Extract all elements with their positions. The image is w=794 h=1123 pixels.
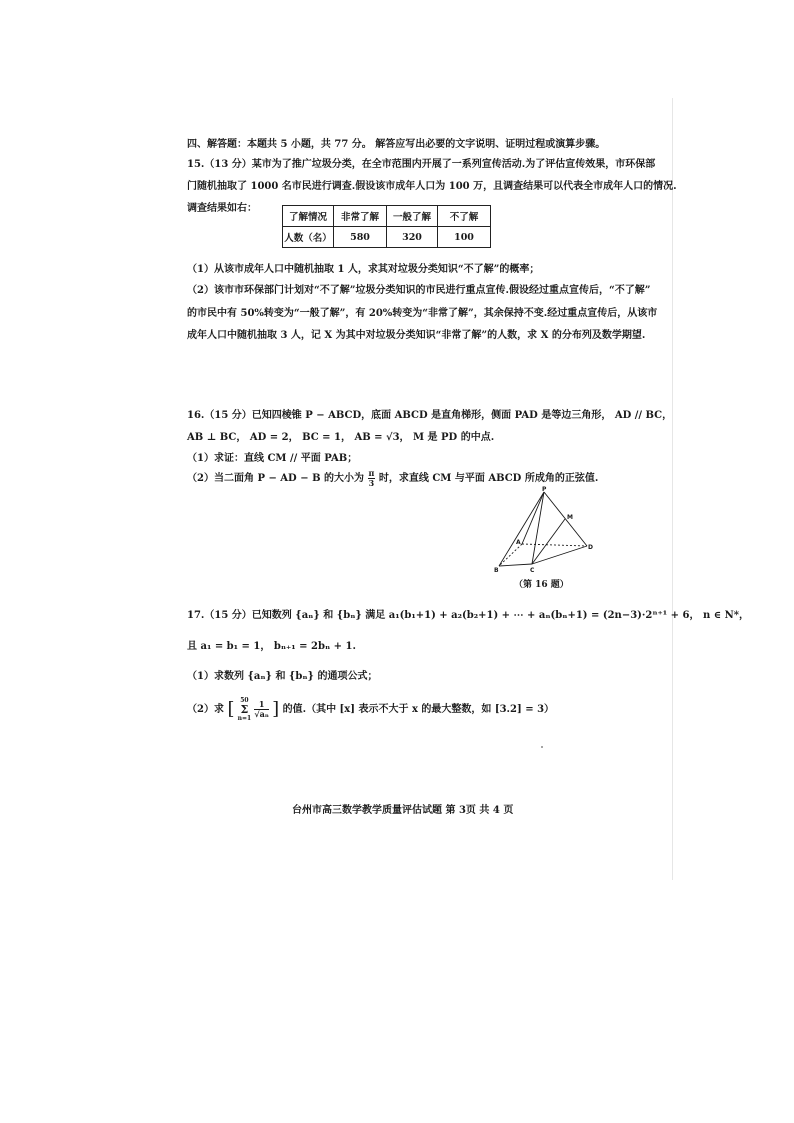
left-bracket: [ xyxy=(227,698,235,720)
fraction-numerator: π xyxy=(368,468,375,478)
section-header: 四、解答题：本题共 5 小题，共 77 分。 解答应写出必要的文字说明、证明过程或演算步骤。 xyxy=(187,139,606,150)
table-cell: 320 xyxy=(387,227,438,248)
q15-line3: 调查结果如右： xyxy=(187,203,257,214)
q17-part2 xyxy=(187,697,554,722)
table-cell: 100 xyxy=(438,227,491,248)
table-row xyxy=(283,227,491,248)
table-header-row xyxy=(283,206,491,227)
floor-sum-expression xyxy=(227,697,279,722)
q16-part2-text-b: 时，求直线 CM 与平面 ABCD 所成角的正弦值. xyxy=(378,473,599,484)
q15-part2-line1: （2）该市市环保部门计划对“不了解”垃圾分类知识的市民进行重点宣传.假设经过重点宣传后，“不了解” xyxy=(187,285,651,296)
fraction-denominator: √aₙ xyxy=(254,709,269,719)
table-header-cell: 一般了解 xyxy=(387,206,438,227)
pi-over-3-fraction xyxy=(368,469,376,488)
label-c: C xyxy=(530,567,535,574)
page-edge xyxy=(672,98,673,880)
q17-part2-text-a: （2）求 xyxy=(187,704,224,715)
fraction-numerator: 1 xyxy=(254,700,269,710)
sum-upper-limit: 50 xyxy=(240,697,249,704)
right-bracket: ] xyxy=(272,698,280,720)
sum-limits xyxy=(238,697,252,722)
label-p: P xyxy=(542,486,547,493)
table-header-cell: 不了解 xyxy=(438,206,491,227)
reciprocal-fraction xyxy=(254,700,269,719)
survey-table xyxy=(282,205,491,248)
label-a: A xyxy=(516,539,521,546)
scan-speck xyxy=(541,746,543,748)
pyramid-figure xyxy=(494,486,594,576)
q16-line1: 16.（15 分）已知四棱锥 P − ABCD，底面 ABCD 是直角梯形，侧面 PAD 是等边三角形， AD // BC， xyxy=(187,410,673,421)
q16-line2: AB ⊥ BC， AD = 2， BC = 1， AB = √3， M 是 PD 的中点. xyxy=(187,432,495,443)
edge-pd xyxy=(544,492,587,546)
q15-part2-line3: 成年人口中随机抽取 3 人，记 X 为其中对垃圾分类知识“非常了解”的人数，求 X 的分布列及数学期望. xyxy=(187,330,646,341)
table-cell: 580 xyxy=(334,227,387,248)
page-footer: 台州市高三数学教学质量评估试题 第 3页 共 4 页 xyxy=(292,805,514,816)
fraction-denominator: 3 xyxy=(368,478,375,488)
q15-part1: （1）从该市成年人口中随机抽取 1 人，求其对垃圾分类知识“不了解”的概率； xyxy=(187,264,540,275)
q17-line2: 且 a₁ = b₁ = 1， bₙ₊₁ = 2bₙ + 1. xyxy=(187,641,356,652)
table-header-cell: 非常了解 xyxy=(334,206,387,227)
edge-pa xyxy=(522,492,544,544)
figure-caption: （第 16 题） xyxy=(514,580,569,590)
q17-part2-text-b: 的值.（其中 [x] 表示不大于 x 的最大整数，如 [3.2] = 3） xyxy=(282,704,555,715)
edge-cd xyxy=(532,546,587,564)
table-header-cell: 了解情况 xyxy=(283,206,334,227)
q15-line1: 15.（13 分）某市为了推广垃圾分类，在全市范围内开展了一系列宣传活动.为了评估宣传效果，市环保部 xyxy=(187,159,656,170)
sum-lower-limit: n=1 xyxy=(237,715,252,722)
q16-part1: （1）求证：直线 CM // 平面 PAB； xyxy=(187,453,358,464)
edge-pc xyxy=(532,492,544,564)
label-b: B xyxy=(494,567,499,574)
label-d: D xyxy=(588,544,593,551)
edge-ad xyxy=(522,544,587,546)
edge-bc xyxy=(499,564,532,566)
sigma-icon: Σ xyxy=(240,703,249,716)
q15-line2: 门随机抽取了 1000 名市民进行调查.假设该市成年人口为 100 万，且调查结果可以代表全市成年人口的情况. xyxy=(187,181,677,192)
q16-part2-text-a: （2）当二面角 P − AD − B 的大小为 xyxy=(187,473,365,484)
table-cell: 人数（名） xyxy=(283,227,334,248)
segment-cm xyxy=(532,519,565,564)
q15-part2-line2: 的市民中有 50%转变为“一般了解”，有 20%转变为“非常了解”，其余保持不变.经过重点宣传后，从该市 xyxy=(187,308,658,319)
q17-line1: 17.（15 分）已知数列 {aₙ} 和 {bₙ} 满足 a₁(b₁+1) + a₂(b₂+1) + ⋯ + aₙ(bₙ+1) = (2n−3)·2ⁿ⁺¹ + 6， n ∈ N*， xyxy=(187,610,749,621)
edge-pb xyxy=(499,492,544,566)
label-m: M xyxy=(567,514,573,521)
q17-part1: （1）求数列 {aₙ} 和 {bₙ} 的通项公式； xyxy=(187,671,378,682)
